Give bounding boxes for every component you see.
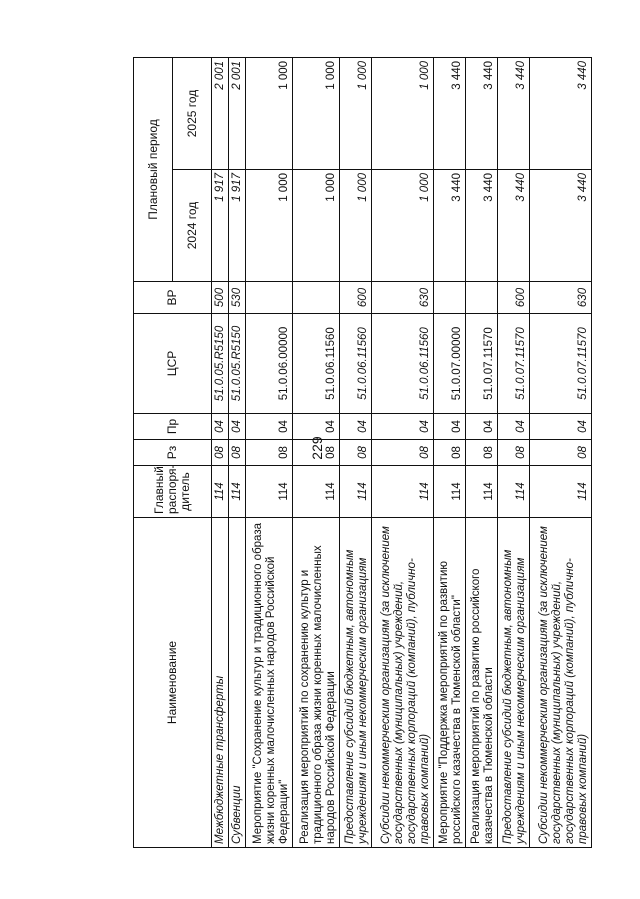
row-rz: 08 xyxy=(372,440,434,466)
header-planned-period: Плановый период xyxy=(134,57,173,281)
row-name: Реализация мероприятий по сохранению культур и традиционного образа жизни коренных малочисленных народов Российской Федерации xyxy=(293,518,340,848)
table-row xyxy=(498,57,530,847)
row-year-2024: 1 000 xyxy=(246,170,293,282)
row-rz: 08 xyxy=(434,440,466,466)
row-rz: 08 xyxy=(498,440,530,466)
row-csr: 51.0.07.00000 xyxy=(434,314,466,414)
row-main-manager: 114 xyxy=(466,466,498,518)
row-main-manager: 114 xyxy=(372,466,434,518)
budget-table xyxy=(133,57,592,848)
row-main-manager: 114 xyxy=(530,466,592,518)
row-year-2025: 2 001 xyxy=(229,57,246,169)
row-pr: 04 xyxy=(498,414,530,440)
row-vr: 630 xyxy=(530,282,592,314)
row-main-manager: 114 xyxy=(434,466,466,518)
row-year-2025: 3 440 xyxy=(434,57,466,169)
row-pr: 04 xyxy=(212,414,229,440)
row-year-2024: 1 917 xyxy=(229,170,246,282)
header-year-2024: 2024 год xyxy=(173,170,212,282)
row-vr: 600 xyxy=(340,282,372,314)
row-csr: 51.0.07.11570 xyxy=(498,314,530,414)
row-year-2024: 3 440 xyxy=(530,170,592,282)
row-name: Мероприятие "Поддержка мероприятий по развитию российского казачества в Тюменской области" xyxy=(434,518,466,848)
row-csr: 51.0.05.R5150 xyxy=(212,314,229,414)
row-csr: 51.0.07.11570 xyxy=(530,314,592,414)
table-row xyxy=(293,57,340,847)
row-csr: 51.0.06.11560 xyxy=(372,314,434,414)
table-row xyxy=(229,57,246,847)
header-rz: Рз xyxy=(134,440,212,466)
row-vr xyxy=(246,282,293,314)
row-vr: 500 xyxy=(212,282,229,314)
row-year-2025: 1 000 xyxy=(340,57,372,169)
row-year-2024: 1 000 xyxy=(293,170,340,282)
row-pr: 04 xyxy=(246,414,293,440)
row-pr: 04 xyxy=(372,414,434,440)
row-year-2024: 1 000 xyxy=(372,170,434,282)
table-row xyxy=(466,57,498,847)
row-csr: 51.0.06.11560 xyxy=(340,314,372,414)
row-year-2025: 3 440 xyxy=(530,57,592,169)
row-vr xyxy=(466,282,498,314)
header-year-2025: 2025 год xyxy=(173,57,212,169)
row-year-2024: 3 440 xyxy=(498,170,530,282)
row-pr: 04 xyxy=(434,414,466,440)
row-year-2025: 3 440 xyxy=(498,57,530,169)
row-csr: 51.0.07.11570 xyxy=(466,314,498,414)
table-row xyxy=(212,57,229,847)
row-year-2024: 1 000 xyxy=(340,170,372,282)
row-name: Субсидии некоммерческим организациям (за исключением государственных (муниципальных) учреждений, государственных корпораций (компаний), публично-правовых компаний) xyxy=(372,518,434,848)
table-container xyxy=(133,58,589,848)
row-main-manager: 114 xyxy=(498,466,530,518)
row-vr: 630 xyxy=(372,282,434,314)
header-csr: ЦСР xyxy=(134,314,212,414)
row-year-2025: 1 000 xyxy=(293,57,340,169)
row-year-2024: 3 440 xyxy=(466,170,498,282)
row-main-manager: 114 xyxy=(340,466,372,518)
row-year-2025: 2 001 xyxy=(212,57,229,169)
row-main-manager: 114 xyxy=(293,466,340,518)
row-rz: 08 xyxy=(466,440,498,466)
row-name: Предоставление субсидий бюджетным, автономным учреждениям и иным некоммерческим организациям xyxy=(340,518,372,848)
header-vr: ВР xyxy=(134,282,212,314)
row-vr: 600 xyxy=(498,282,530,314)
row-year-2025: 1 000 xyxy=(372,57,434,169)
table-row xyxy=(246,57,293,847)
row-rz: 08 xyxy=(340,440,372,466)
header-main-manager: Главный распоря-дитель xyxy=(134,466,212,518)
row-rz: 08 xyxy=(530,440,592,466)
row-year-2025: 1 000 xyxy=(246,57,293,169)
table-row xyxy=(530,57,592,847)
row-csr: 51.0.05.R5150 xyxy=(229,314,246,414)
row-rz: 08 xyxy=(293,440,340,466)
row-name: Предоставление субсидий бюджетным, автономным учреждениям и иным некоммерческим организациям xyxy=(498,518,530,848)
header-row-1 xyxy=(134,57,173,847)
row-pr: 04 xyxy=(340,414,372,440)
row-csr: 51.0.06.11560 xyxy=(293,314,340,414)
row-year-2025: 3 440 xyxy=(466,57,498,169)
row-year-2024: 3 440 xyxy=(434,170,466,282)
row-pr: 04 xyxy=(293,414,340,440)
row-pr: 04 xyxy=(466,414,498,440)
row-name: Межбюджетные трансферты xyxy=(212,518,229,848)
row-name: Субвенции xyxy=(229,518,246,848)
row-name: Реализация мероприятий по развитию российского казачества в Тюменской области xyxy=(466,518,498,848)
row-rz: 08 xyxy=(212,440,229,466)
table-row xyxy=(340,57,372,847)
row-rz: 08 xyxy=(229,440,246,466)
header-pr: Пр xyxy=(134,414,212,440)
page-number: 229 xyxy=(309,436,325,460)
row-name: Мероприятие "Сохранение культур и традиционного образа жизни коренных малочисленных народов Российской Федерации" xyxy=(246,518,293,848)
row-pr: 04 xyxy=(229,414,246,440)
header-name: Наименование xyxy=(134,518,212,848)
table-row xyxy=(372,57,434,847)
row-vr: 530 xyxy=(229,282,246,314)
row-main-manager: 114 xyxy=(229,466,246,518)
row-main-manager: 114 xyxy=(212,466,229,518)
row-rz: 08 xyxy=(246,440,293,466)
row-name: Субсидии некоммерческим организациям (за исключением государственных (муниципальных) учреждений, государственных корпораций (компаний), публично-правовых компаний) xyxy=(530,518,592,848)
table-row xyxy=(434,57,466,847)
row-main-manager: 114 xyxy=(246,466,293,518)
row-vr xyxy=(434,282,466,314)
row-year-2024: 1 917 xyxy=(212,170,229,282)
table-body xyxy=(212,57,592,847)
row-csr: 51.0.06.00000 xyxy=(246,314,293,414)
row-vr xyxy=(293,282,340,314)
row-pr: 04 xyxy=(530,414,592,440)
